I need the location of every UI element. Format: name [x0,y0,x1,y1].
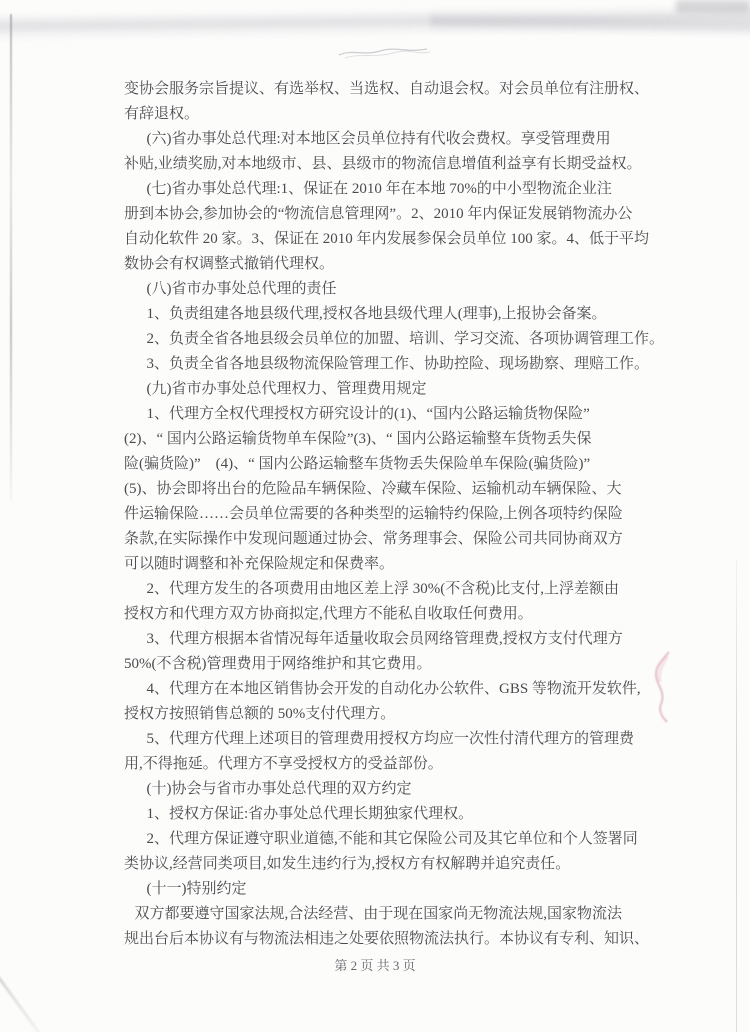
scan-corner-smudge [676,0,750,13]
document-line: 自动化软件 20 家。3、保证在 2010 年内发展参保会员单位 100 家。4、低于平均 [124,231,650,247]
document-line: 变协会服务宗旨提议、有选举权、当选权、自动退会权。对会员单位有注册权、 [124,81,650,97]
document-line: 5、代理方代理上述项目的管理费用授权方均应一次性付清代理方的管理费 [146,731,635,747]
corner-fold-line [0,972,42,1032]
document-lines [124,77,664,952]
document-line: 险(骗货险)” (4)、“ 国内公路运输整车货物丢失保险单车保险(骗货险)” [124,456,591,472]
document-line: 类协议,经营同类项目,如发生违约行为,授权方有权解聘并追究责任。 [124,856,571,872]
document-line: 1、代理方全权代理授权方研究设计的(1)、“国内公路运输货物保险” [146,406,590,422]
document-line: 2、代理方保证遵守职业道德,不能和其它保险公司及其它单位和个人签署同 [146,831,638,847]
document-line: 规出台后本协议有与物流法相违之处要依照物流法执行。本协议有专利、知识、 [124,931,650,947]
document-line: (十一)特别约定 [146,881,247,897]
document-line: 条款,在实际操作中发现问题通过协会、常务理事会、保险公司共同协商双方 [124,531,623,547]
document-line: 1、负责组建各地县级代理,授权各地县级代理人(理事),上报协会备案。 [146,306,607,322]
page-number-label: 第 2 页 共 3 页 [334,958,416,973]
document-text [124,77,664,952]
document-line: 有辞退权。 [124,106,200,122]
document-line: 补贴,业绩奖励,对本地级市、县、县级市的物流信息增值利益享有长期受益权。 [124,156,642,172]
document-line: 2、代理方发生的各项费用由地区差上浮 30%(不含税)比支付,上浮差额由 [146,581,619,597]
document-line: (六)省办事处总代理:对本地区会员单位持有代收会费权。享受管理费用 [146,131,611,147]
page-footer [0,956,750,976]
pen-scribble-mark [335,40,435,66]
left-edge-scan-line [10,14,12,500]
document-line: 50%(不含税)管理费用于网络维护和其它费用。 [124,656,432,672]
document-line: (十)协会与省市办事处总代理的双方约定 [146,781,412,797]
document-line: 数协会有权调整式撤销代理权。 [124,256,335,272]
document-line: 1、授权方保证:省办事处总代理长期独家代理权。 [146,806,474,822]
document-line: 2、负责全省各地县级会员单位的加盟、培训、学习交流、各项协调管理工作。 [146,331,665,347]
document-line: 册到本协会,参加协会的“物流信息管理网”。2、2010 年内保证发展销物流办公 [124,206,633,222]
document-line: 4、代理方在本地区销售协会开发的自动化办公软件、GBS 等物流开发软件, [146,681,641,697]
document-line: 3、负责全省各地县级物流保险管理工作、协助控险、现场勘察、理赔工作。 [146,356,650,372]
document-line: (5)、协会即将出台的危险品车辆保险、冷藏车保险、运输机动车辆保险、大 [124,481,622,497]
document-line: (2)、“ 国内公路运输货物单车保险”(3)、“ 国内公路运输整车货物丢失保 [124,431,592,447]
document-line: 3、代理方根据本省情况每年适量收取会员网络管理费,授权方支付代理方 [146,631,623,647]
document-line: 件运输保险……会员单位需要的各种类型的运输特约保险,上例各项特约保险 [124,506,623,522]
document-line: (九)省市办事处总代理权力、管理费用规定 [146,381,427,397]
document-line: 双方都要遵守国家法规,合法经营、由于现在国家尚无物流法规,国家物流法 [134,906,623,922]
document-line: (七)省办事处总代理:1、保证在 2010 年在本地 70%的中小型物流企业注 [146,181,612,197]
document-line: (八)省市办事处总代理的责任 [146,281,337,297]
document-line: 用,不得拖延。代理方不享受授权方的受益部份。 [124,756,443,772]
document-line: 授权方按照销售总额的 50%支付代理方。 [124,706,396,722]
document-line: 授权方和代理方双方协商拟定,代理方不能私自收取任何费用。 [124,606,533,622]
document-line: 可以随时调整和补充保险规定和保费率。 [124,556,395,572]
